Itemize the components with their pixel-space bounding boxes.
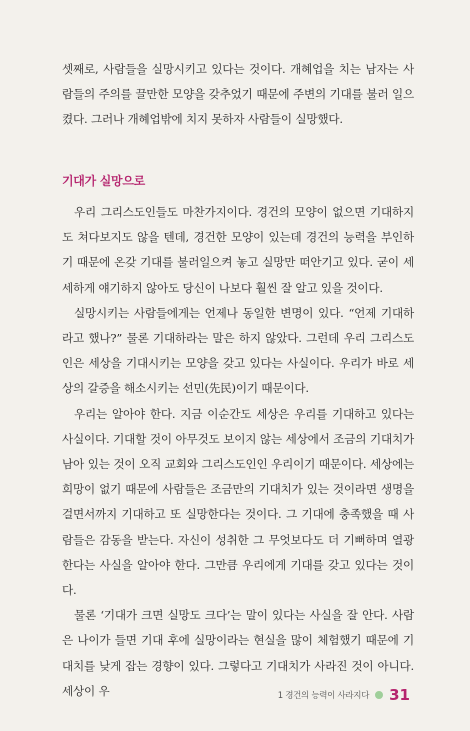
chapter-title: 1 경건의 능력이 사라지다	[277, 691, 370, 701]
bullet-dot-icon	[375, 691, 383, 699]
paragraph: 물론 ‘기대가 크면 실망도 크다’는 말이 있다는 사실을 잘 안다. 사람은 나이가 들면 기대 후에 실망이라는 현실을 많이 체험했기 때문에 기대치를 낮게 잡는 경향이 있다. 그렇다고 기대치가 사라진 것이 아니다. 세상이 우	[62, 608, 414, 698]
page-number: 31	[389, 686, 410, 704]
paragraph: 우리 그리스도인들도 마찬가지이다. 경건의 모양이 없으면 기대하지도 쳐다보지도 않을 텐데, 경건한 모양이 있는데 경건의 능력을 부인하기 때문에 온갖 기대를 불러일으켜 놓고 실망만 떠안기고 있다. 굳이 세세하게 얘기하지 않아도 당신이 나보다 훨씬 잘 알고 있을 것이다.	[62, 205, 414, 295]
paragraph: 셋째로, 사람들을 실망시키고 있다는 것이다. 개혜업을 치는 남자는 사람들의 주의를 끌만한 모양을 갖추었기 때문에 주변의 기대를 불러 일으켰다. 그러나 개혜업밖에 치지 못하자 사람들이 실망했다.	[62, 62, 414, 127]
paragraph: 실망시키는 사람들에게는 언제나 동일한 변명이 있다. “언제 기대하라고 했나?” 물론 기대하라는 말은 하지 않았다. 그런데 우리 그리스도인은 세상을 기대시키는 모양을 갖고 있다는 사실이다. 우리가 바로 세상의 갈증을 해소시키는 선민(先民)이기 때문이다.	[62, 305, 414, 396]
paragraph: 우리는 알아야 한다. 지금 이순간도 세상은 우리를 기대하고 있다는 사실이다. 기대할 것이 아무것도 보이지 않는 세상에서 조금의 기대치가 남아 있는 것이 오직 교회와 그리스도인인 우리이기 때문이다. 세상에는 희망이 없기 때문에 사람들은 조금만의 기대치가 있는 것이라면 생명을 걸면서까지 기대하고 또 실망한다는 것이다. 그 기대에 충족했을 때 사람들은 감동을 받는다. 자신이 성취한 그 무엇보다도 더 기뻐하며 열광한다는 사실을 알아야 한다. 그만큼 우리에게 기대를 갖고 있다는 것이다.	[62, 406, 414, 598]
intro-text	[62, 57, 414, 133]
section-heading: 기대가 실망으로	[62, 174, 145, 188]
section-body	[62, 200, 414, 704]
page-footer	[278, 686, 410, 704]
